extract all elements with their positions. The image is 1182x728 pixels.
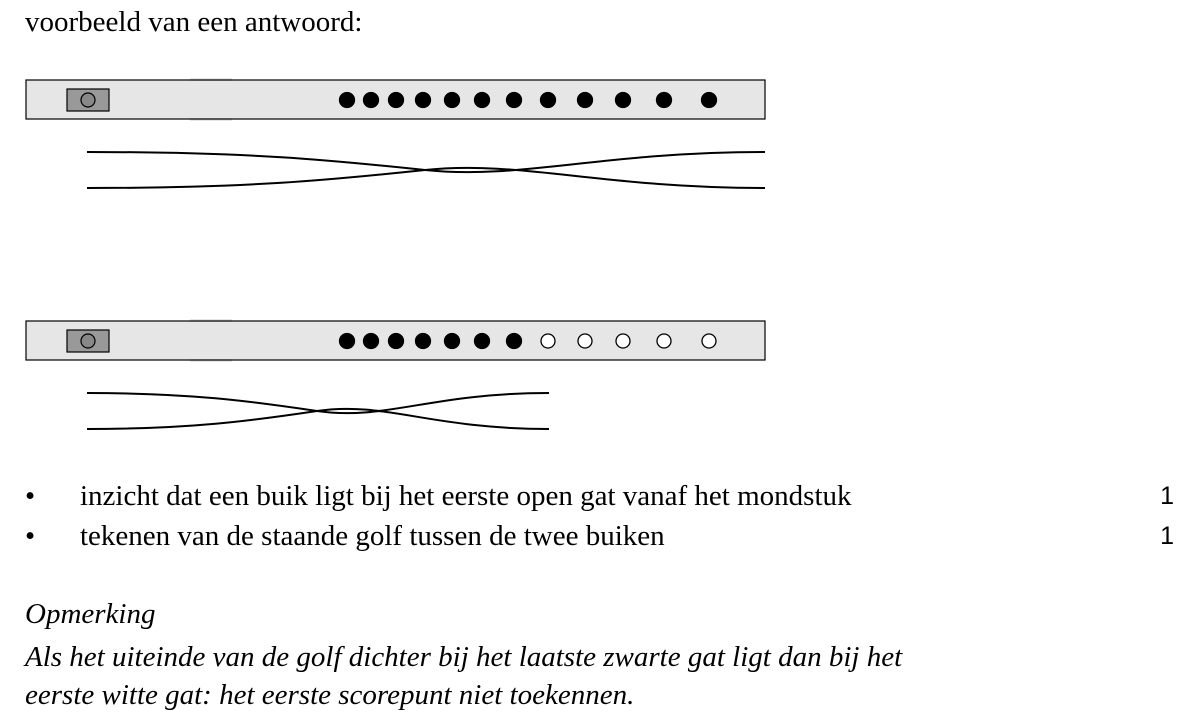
- closed-hole: [507, 93, 522, 108]
- criterion-text: inzicht dat een buik ligt bij het eerste open gat vanaf het mondstuk: [80, 480, 852, 512]
- closed-hole: [507, 334, 522, 349]
- standing-wave-lower: [87, 168, 765, 188]
- closed-hole: [340, 334, 355, 349]
- criterion-points: 1: [1160, 522, 1174, 550]
- closed-hole: [445, 93, 460, 108]
- intro-text: voorbeeld van een antwoord:: [25, 6, 363, 38]
- closed-hole: [445, 334, 460, 349]
- open-hole: [578, 334, 592, 348]
- criterion-text: tekenen van de staande golf tussen de twee buiken: [80, 520, 665, 552]
- closed-hole: [364, 334, 379, 349]
- open-hole: [616, 334, 630, 348]
- closed-hole: [416, 334, 431, 349]
- remark-body: [25, 638, 1165, 714]
- open-hole: [702, 334, 716, 348]
- closed-hole: [416, 93, 431, 108]
- remark-title: Opmerking: [25, 598, 156, 630]
- mouthpiece-hole: [81, 93, 95, 107]
- closed-hole: [541, 93, 556, 108]
- closed-hole: [702, 93, 717, 108]
- flute-2: [26, 319, 765, 429]
- lip-plate: [190, 319, 232, 362]
- closed-hole: [578, 93, 593, 108]
- open-hole: [541, 334, 555, 348]
- closed-hole: [616, 93, 631, 108]
- criterion-row: [0, 478, 1182, 518]
- flute-1: [26, 78, 765, 188]
- closed-hole: [389, 334, 404, 349]
- open-hole: [657, 334, 671, 348]
- closed-hole: [364, 93, 379, 108]
- scoring-criteria: [0, 478, 1182, 558]
- criterion-row: [0, 518, 1182, 558]
- closed-hole: [389, 93, 404, 108]
- remark-line: eerste witte gat: het eerste scorepunt niet toekennen.: [25, 679, 635, 711]
- closed-hole: [657, 93, 672, 108]
- closed-hole: [475, 93, 490, 108]
- closed-hole: [475, 334, 490, 349]
- remark-line: Als het uiteinde van de golf dichter bij het laatste zwarte gat ligt dan bij het: [25, 641, 903, 673]
- closed-hole: [340, 93, 355, 108]
- bullet: •: [25, 480, 36, 512]
- mouthpiece-hole: [81, 334, 95, 348]
- bullet: •: [25, 520, 36, 552]
- criterion-points: 1: [1160, 482, 1174, 510]
- lip-plate: [190, 78, 232, 121]
